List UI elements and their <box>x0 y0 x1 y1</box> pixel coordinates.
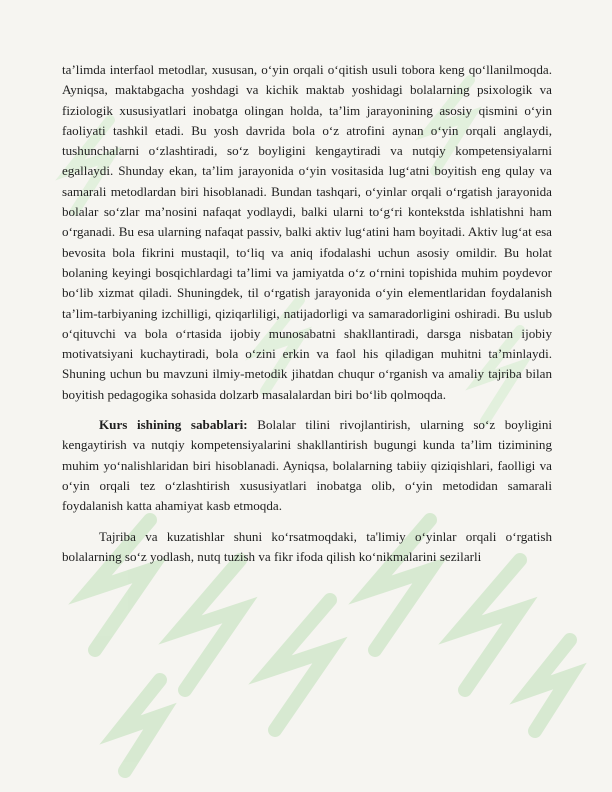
body-text <box>62 60 552 577</box>
paragraph-course-reasons <box>62 415 552 516</box>
course-reasons-label: Kurs ishining sabablari: <box>99 417 248 433</box>
course-reasons-text: Bolalar tilini rivojlantirish, ularning so‘z boyligini kengaytirish va nutqiy kompetensiyalarini shakllantirish bugungi kunda ta’lim tizimining muhim yo‘nalishlaridan biri hisoblanadi. Ayniqsa, bolalarning tabiiy qiziqishlari, faolligi va o‘yin orqali tez o‘zlashtirish xususiyatlari inobatga olib, o‘yin metodidan samarali foydalanish katta ahamiyat kasb etmoqda. <box>62 417 552 514</box>
paragraph-experience: Tajriba va kuzatishlar shuni ko‘rsatmoqdaki, ta'limiy o‘yinlar orqali o‘rgatish bolalarning so‘z yodlash, nutq tuzish va fikr ifoda qilish ko‘nikmalarini sezilarli <box>62 528 552 564</box>
paragraph-intro: ta’limda interfaol metodlar, xususan, o‘yin orqali o‘qitish usuli tobora keng qo‘llanilmoqda. Ayniqsa, maktabgacha yoshdagi va kichik maktab yoshidagi bolalarning psixologik va fiziologik xususiyatlari inobatga olingan holda, ta’lim jarayonining asosiy qismini o‘yin faoliyati tashkil etadi. Bu yosh davrida bola o‘z atrofini aynan o‘yin orqali anglaydi, tushunchalarni o‘zlashtiradi, so‘z boyligini kengaytiradi va nutqiy kompetensiyalarni egallaydi. Shunday ekan, ta’lim jarayonida o‘yin vositasida lug‘atni boyitish eng qulay va samarali metodlardan biri hisoblanadi. Bundan tashqari, o‘yinlar orqali o‘rgatish jarayonida bolalar so‘zlar ma’nosini nafaqat yodlaydi, balki ularni to‘g‘ri kontekstda ishlatishni ham o‘rganadi. Bu esa ularning nafaqat passiv, balki aktiv lug‘atini ham boyitadi. Aktiv lug‘at esa bevosita bola fikrini mustaqil, to‘liq va aniq ifodalashi uchun asosiy omildir. Bu holat bolaning keyingi bosqichlardagi ta’limi va jamiyatda o‘z o‘rnini topishida muhim poydevor bo‘lib xizmat qiladi. Shuningdek, til o‘rgatish jarayonida o‘yin elementlaridan foydalanish ta’lim-tarbiyaning izchilligi, qiziqarliligi, natijadorligi va samaradorligini oshiradi. Bu uslub o‘qituvchi va bola o‘rtasida ijobiy munosabatni shakllantiradi, darsga nisbatan ijobiy motivatsiyani kuchaytiradi, bola o‘zini erkin va faol his qiladigan muhitni ta’minlaydi. Shuning uchun bu mavzuni ilmiy-metodik jihatdan chuqur o‘rganish va amaliy tajriba bilan boyitish pedagogika sohasida dolzarb masalalardan biri bo‘lib qolmoqda. <box>62 62 552 402</box>
